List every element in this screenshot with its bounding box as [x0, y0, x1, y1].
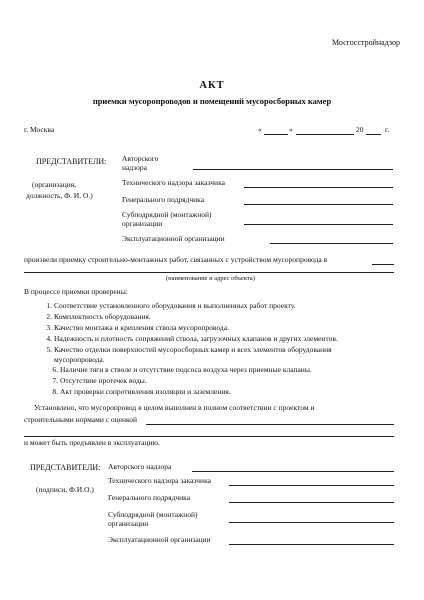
check-item: 5. Качество отделки поверхностей мусоросборных камер и всех элементов оборудования [46, 345, 332, 354]
rep2-sub-label-2: организации [108, 519, 149, 528]
rep2-sub-label-1: Субподрядной (монтажной) [108, 510, 198, 519]
conclusion-grade-line[interactable] [146, 424, 394, 425]
intro-caption: (наименование и адрес объекта) [166, 275, 255, 282]
date-open-quote: « [258, 125, 262, 134]
rep1-technical-line[interactable] [244, 187, 393, 188]
rep1-sub-line[interactable] [244, 224, 393, 225]
representatives-label: ПРЕДСТАВИТЕЛИ: [36, 157, 107, 166]
date-close-quote: » [289, 125, 293, 134]
rep2-exploit-label: Эксплуатационной организации [108, 535, 211, 544]
check-item-continuation: мусоропровода. [54, 355, 105, 364]
conclusion-line-2: строительными нормами с оценкой [24, 415, 138, 424]
date-year-line[interactable] [366, 134, 381, 135]
rep1-exploit-line[interactable] [270, 243, 393, 244]
rep2-author-line[interactable] [192, 471, 394, 472]
date-month-line[interactable] [296, 134, 354, 135]
rep1-exploit-label: Эксплуатационной организации [122, 234, 225, 243]
city: г. Москва [24, 125, 55, 134]
check-item: 3. Качество монтажа и крепления ствола мусоропровода. [46, 323, 229, 332]
check-item: 2. Комплектность оборудования. [46, 312, 151, 321]
rep2-general-line[interactable] [229, 502, 394, 503]
date-year-suffix: г. [385, 125, 390, 134]
representatives-label-2: ПРЕДСТАВИТЕЛИ: [30, 463, 101, 472]
rep1-sub-label-1: Субподрядной (монтажной) [122, 210, 212, 219]
rep2-technical-line[interactable] [229, 485, 394, 486]
rep1-author-line[interactable] [193, 169, 393, 170]
rep1-sub-label-2: организации [122, 219, 163, 228]
signatures-note: (подписи, Ф.И.О.) [36, 485, 94, 494]
check-item: 4. Надежность и плотность сопряжений ствола, загрузочных клапанов и других элементов. [46, 334, 338, 343]
rep1-general-label: Генерального подрядчика [122, 195, 205, 204]
rep2-general-label: Генерального подрядчика [108, 493, 191, 502]
intro-text: произвели приемку строительно-монтажных работ, связанных с устройством мусоропровода в [24, 255, 328, 264]
rep2-technical-label: Технического надзора заказчика [108, 476, 211, 485]
exploitation-text: и может быть предъявлен в эксплуатацию. [24, 438, 160, 447]
date-year-prefix: 20 [356, 125, 364, 134]
conclusion-line-1: Установлено, что мусоропровод в целом выполнен в полном соответствии с проектом и [34, 403, 315, 412]
check-item: 1. Соответствие установленного оборудования и выполненных работ проекту. [46, 301, 296, 310]
rep1-technical-label: Технического надзора заказчика [122, 178, 225, 187]
document-subtitle: приемки мусоропроводов и помещений мусоросборных камер [92, 96, 332, 106]
representatives-note-line-1: (организация, [32, 180, 77, 189]
checked-label: В процессе приемки проверены: [24, 287, 128, 296]
rep1-author-label-2: надзора [122, 163, 147, 172]
rep2-sub-line[interactable] [229, 522, 394, 523]
document-title: АКТ [199, 80, 225, 91]
check-item: 7. Отсутствие протечек воды. [52, 376, 147, 385]
check-item: 8. Акт проверки сопротивления изоляции и заземления. [52, 387, 231, 396]
intro-object-line-short[interactable] [372, 264, 394, 265]
intro-object-line[interactable] [24, 272, 394, 273]
rep2-author-label: Авторского надзора [108, 462, 172, 471]
check-item: 6. Наличие тяги в стволе и отсутствие подсоса воздуха через приемные клапаны. [52, 365, 312, 374]
organization-name: Мосгосстройнадзор [331, 38, 400, 47]
representatives-note-line-2: должность, Ф. И. О.) [26, 191, 93, 200]
rep2-exploit-line[interactable] [229, 544, 394, 545]
conclusion-extra-line[interactable] [24, 436, 394, 437]
rep1-author-label-1: Авторского [122, 154, 159, 163]
rep1-general-line[interactable] [244, 204, 393, 205]
date-day-line[interactable] [264, 134, 288, 135]
